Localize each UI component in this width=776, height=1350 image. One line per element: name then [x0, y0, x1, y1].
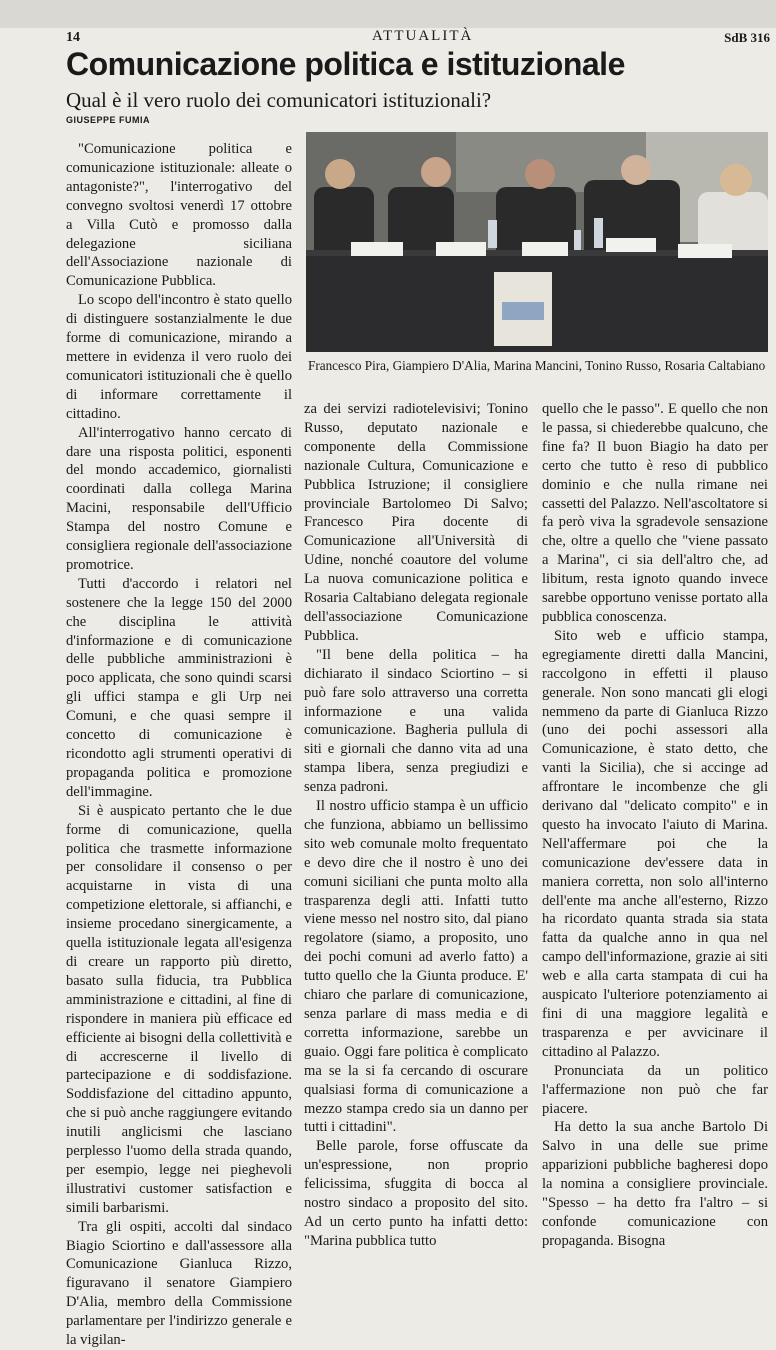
page-number: 14 — [66, 30, 80, 45]
paragraph: quello che le passo". E quello che non le passa, si chiederebbe qualcuno, che fine fa? Il buon Biagio ha dato per certo che tutto è reso di pubblico dominio e che nulla rimane nei cassetti del Palazzo. Nell'ascoltatore si fa però viva la sgradevole sensazione che, oltre a quello che "viene passato a Marina", ci sia dell'altro che, ad libitum, resta ignoto quando invece sarebbe opportuno venisse portato alla pubblica conoscenza. — [542, 401, 768, 625]
conference-photo — [306, 132, 768, 352]
article-subtitle: Qual è il vero ruolo dei comunicatori istituzionali? — [66, 88, 492, 112]
paragraph: Ha detto la sua anche Bartolo Di Salvo in una delle sue prime apparizioni pubbliche bagheresi dopo la nomina a consigliere provinciale. "Spesso – ha detto fra l'altro – si confonde comunicazione con propaganda. Bisogna — [542, 1119, 768, 1249]
paragraph: Sito web e ufficio stampa, egregiamente diretti dalla Mancini, raccolgono in effetti il plauso generale. Non sono mancati gli elogi nemmeno da parte di Gianluca Rizzo (uno dei pochi assessori alla Comunicazione, è stato detto, che vanti la Sicilia), che si accinge ad affrontare le incombenze che gli derivano dal "delicato compito" e in questo ha invocato l'aiuto di Marina. Nell'affermare poi che la comunicazione dev'essere data in maniera corretta, non solo all'interno dell'ente ma anche all'esterno, Rizzo ha ricordato quanta strada sia stata fatta da qualche anno in qua nel campo dell'informazione, grazie ai siti web e alla carta stampata di cui ha auspicato l'ulteriore potenziamento ai fini di una maggiore legalità e trasparenza e per avvicinare il cittadino al Palazzo. — [542, 627, 768, 1060]
section-label: ATTUALITÀ — [372, 28, 474, 44]
paragraph: Belle parole, forse offuscate da un'espressione, non proprio felicissima, sfuggita di bocca al nostro sindaco a proposito del sito. Ad un certo punto ha infatti detto: "Marina pubblica tutto — [304, 1138, 528, 1249]
article-title: Comunicazione politica e istituzionale — [66, 46, 625, 82]
paragraph: Il nostro ufficio stampa è un ufficio che funziona, abbiamo un bellissimo sito web comunale molto frequentato e devo dire che il nostro è uno dei comuni siciliani che punta molto alla trasparenza degli atti. Infatti tutto viene messo nel nostro sito, dal piano regolatore (siamo, a proposito, uno dei pochi comuni ad averlo fatto) a tutto quello che la Giunta produce. E' chiaro che parlare di comunicazione, senza parlare di mass media e di corretta informazione, sarebbe un guaio. Oggi fare politica è complicato ma se la si fa cercando di oscurare qualsiasi forma di comunicazione a mezzo stampa credo sia un danno per tutti i cittadini". — [304, 798, 528, 1136]
paragraph: Si è auspicato pertanto che le due forme di comunicazione, quella politica che trasmette informazione per consolidare il consenso o per acquistarne in vista di una competizione elettorale, si affianchi, e insieme procedano sinergicamente, a quella istituzionale legata all'esigenza di creare un rapporto più diretto, basato sulla fiducia, tra Pubblica amministrazione e cittadini, al fine di rispondere in maniera più efficace ed efficiente ai bisogni della collettività e di accrescerne il livello di partecipazione e di soddisfazione. Soddisfazione del cittadino appunto, che si può anche raggiungere evitando inutili anglicismi che lasciano perplesso l'uomo della strada quando, per esempio, legge nei pieghevoli illustrativi customer satisfaction e simili barbarismi. — [66, 802, 292, 1216]
paragraph: za dei servizi radiotelevisivi; Tonino Russo, deputato nazionale e componente della Commissione nazionale Cultura, Comunicazione e Pubblica Istruzione; il consigliere provinciale Bartolomeo Di Salvo; Francesco Pira docente di Comunicazione all'Università di Udine, nonché coautore del volume La nuova comunicazione politica e Rosaria Caltabiano delegata regionale dell'associazione Comunicazione Pubblica. — [304, 401, 528, 644]
paragraph: "Comunicazione politica e comunicazione istituzionale: alleate o antagoniste?", l'interrogativo del convegno svoltosi venerdì 17 ottobre a Villa Cutò e promosso dalla delegazione siciliana dell'Associazione nazionale di Comunicazione Pubblica. — [66, 141, 292, 290]
paragraph: Pronunciata da un politico l'affermazione non può che far piacere. — [542, 1062, 768, 1117]
bleed-through-strip — [0, 0, 776, 28]
paragraph: "Il bene della politica – ha dichiarato il sindaco Sciortino – si può fare solo attraverso una corretta informazione e una valida comunicazione. Bagheria pullula di siti e giornali che danno vita ad una stampa libera, senza pregiudizi e senza padroni. — [304, 646, 528, 796]
paragraph: Lo scopo dell'incontro è stato quello di distinguere sostanzialmente le due forme di comunicazione, mirando a mettere in evidenza il vero ruolo dei comunicatori istituzionali che è quello di informare correttamente il cittadino. — [66, 292, 292, 422]
paragraph: Tra gli ospiti, accolti dal sindaco Biagio Sciortino e dall'assessore alla Comunicazione Gianluca Rizzo, figuravano il senatore Giampiero D'Alia, membro della Commissione parlamentare per l'indirizzo generale e la vigilan- — [66, 1218, 292, 1349]
paragraph: Tutti d'accordo i relatori nel sostenere che la legge 150 del 2000 che disciplina le attività d'informazione e di comunicazione delle pubbliche amministrazioni è poco applicata, che sono quindi scarsi gli uffici stampa e gli Urp nei Comuni, e che quasi sempre il concetto di comunicazione è ricondotto agli strumenti operativi di propaganda politica e promozione dell'immagine. — [66, 575, 292, 800]
article-author: GIUSEPPE FUMIA — [66, 115, 151, 125]
photo-caption: Francesco Pira, Giampiero D'Alia, Marina Mancini, Tonino Russo, Rosaria Caltabiano — [308, 358, 766, 373]
text-column-1 — [66, 140, 292, 1350]
text-column-2 — [304, 400, 528, 1251]
text-column-3 — [542, 400, 768, 1251]
issue-label: SdB 316 — [724, 30, 770, 45]
paragraph: All'interrogativo hanno cercato di dare una risposta politici, esponenti del mondo accademico, giornalisti coordinati dalla collega Marina Macini, responsabile dell'Ufficio Stampa del nostro Comune e consigliera regionale dell'associazione promotrice. — [66, 424, 292, 573]
